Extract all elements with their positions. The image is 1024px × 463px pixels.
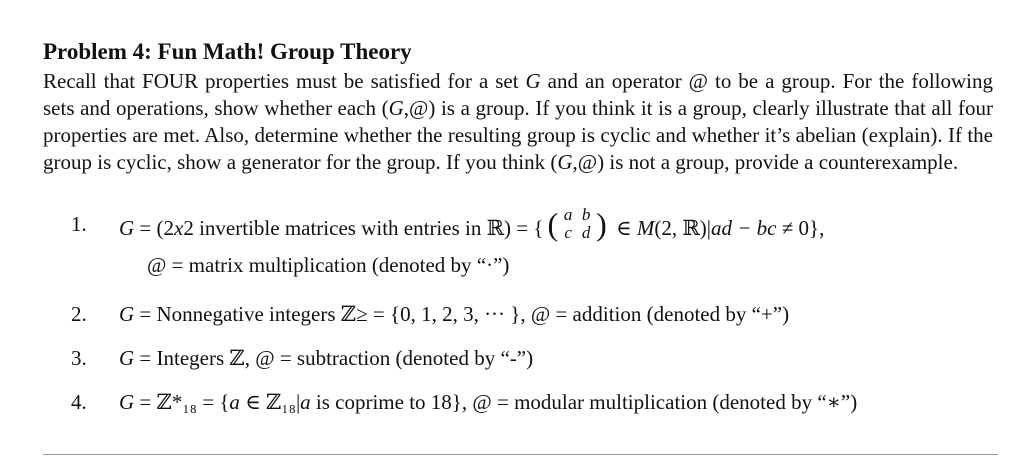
intro-part-3: ,@) is a group. If you think it is a group, clearly illustrate that all four properties are met. Also, determine whether the resulting group is cyclic and whether it’s abelian (explain). If the group is cyclic, show a generator for the group. If you think (: [43, 96, 993, 174]
item-4-var-g: G: [119, 389, 135, 414]
item-1-var-x: x: [174, 216, 184, 240]
item-1-var-m: M: [636, 216, 655, 240]
matrix-cell-c: c: [564, 223, 572, 242]
matrix-cells: [559, 206, 595, 242]
intro-part-1: Recall that FOUR properties must be satisfied for a set: [43, 69, 526, 93]
item-2-content: [119, 302, 789, 327]
item-1-text-e: ≠ 0},: [776, 216, 825, 240]
item-1-text-b: 2 invertible matrices with entries in ℝ) = {: [183, 216, 544, 240]
intro-var-g-3: G: [557, 150, 573, 174]
list-item-4: [43, 380, 993, 424]
item-4-var-a: a: [229, 389, 240, 414]
bottom-rule: [43, 454, 998, 455]
item-4-content: [119, 390, 857, 415]
matrix-cell-a: a: [563, 205, 573, 224]
item-2-var-g: G: [119, 301, 135, 326]
item-4-text-a: = ℤ*₁₈ = {: [134, 389, 230, 414]
item-1-var-g: G: [119, 216, 135, 240]
list-item-3: [43, 336, 993, 380]
intro-var-g-2: G: [388, 96, 404, 120]
item-4-number: 4.: [71, 389, 87, 414]
item-1-line-2: @ = matrix multiplication (denoted by “·”): [147, 252, 510, 277]
item-4-text-b: ∈ ℤ₁₈|: [239, 389, 301, 414]
item-4-var-a-2: a: [300, 389, 311, 414]
matrix-2x2: ( a b c d ): [547, 205, 607, 242]
list-item-2: [43, 292, 993, 336]
list-item-1-continued: [43, 250, 993, 280]
item-1-text-c: ∈: [610, 216, 637, 240]
item-3-var-g: G: [119, 345, 135, 370]
problem-title: Problem 4: Fun Math! Group Theory: [43, 39, 412, 64]
item-3-content: [119, 346, 533, 371]
problem-page: [43, 38, 993, 424]
intro-var-g-1: G: [525, 69, 541, 93]
item-3-text: = Integers ℤ, @ = subtraction (denoted by “-”): [134, 345, 534, 370]
item-1-line-1: [119, 206, 824, 242]
item-1-text-a: = (2: [134, 216, 175, 240]
item-1-text-d: (2, ℝ)|: [654, 216, 711, 240]
item-1-number: 1.: [71, 211, 87, 236]
intro-part-4: ,@) is not a group, provide a counterexample.: [572, 150, 959, 174]
list-item-1: [43, 194, 993, 254]
problem-list: [43, 194, 993, 424]
item-2-text: = Nonnegative integers ℤ≥ = {0, 1, 2, 3, ··· }, @ = addition (denoted by “+”): [134, 301, 790, 326]
item-1-determinant: ad − bc: [710, 216, 777, 240]
problem-intro: [43, 68, 993, 176]
matrix-cell-b: b: [581, 205, 591, 224]
item-2-number: 2.: [71, 301, 87, 326]
intro-part-2: and an operator @ to be a group. For the following sets and operations, show whether each (: [43, 69, 993, 120]
item-4-text-c: is coprime to 18}, @ = modular multiplication (denoted by “∗”): [310, 389, 858, 414]
item-3-number: 3.: [71, 345, 87, 370]
matrix-cell-d: d: [581, 223, 591, 242]
